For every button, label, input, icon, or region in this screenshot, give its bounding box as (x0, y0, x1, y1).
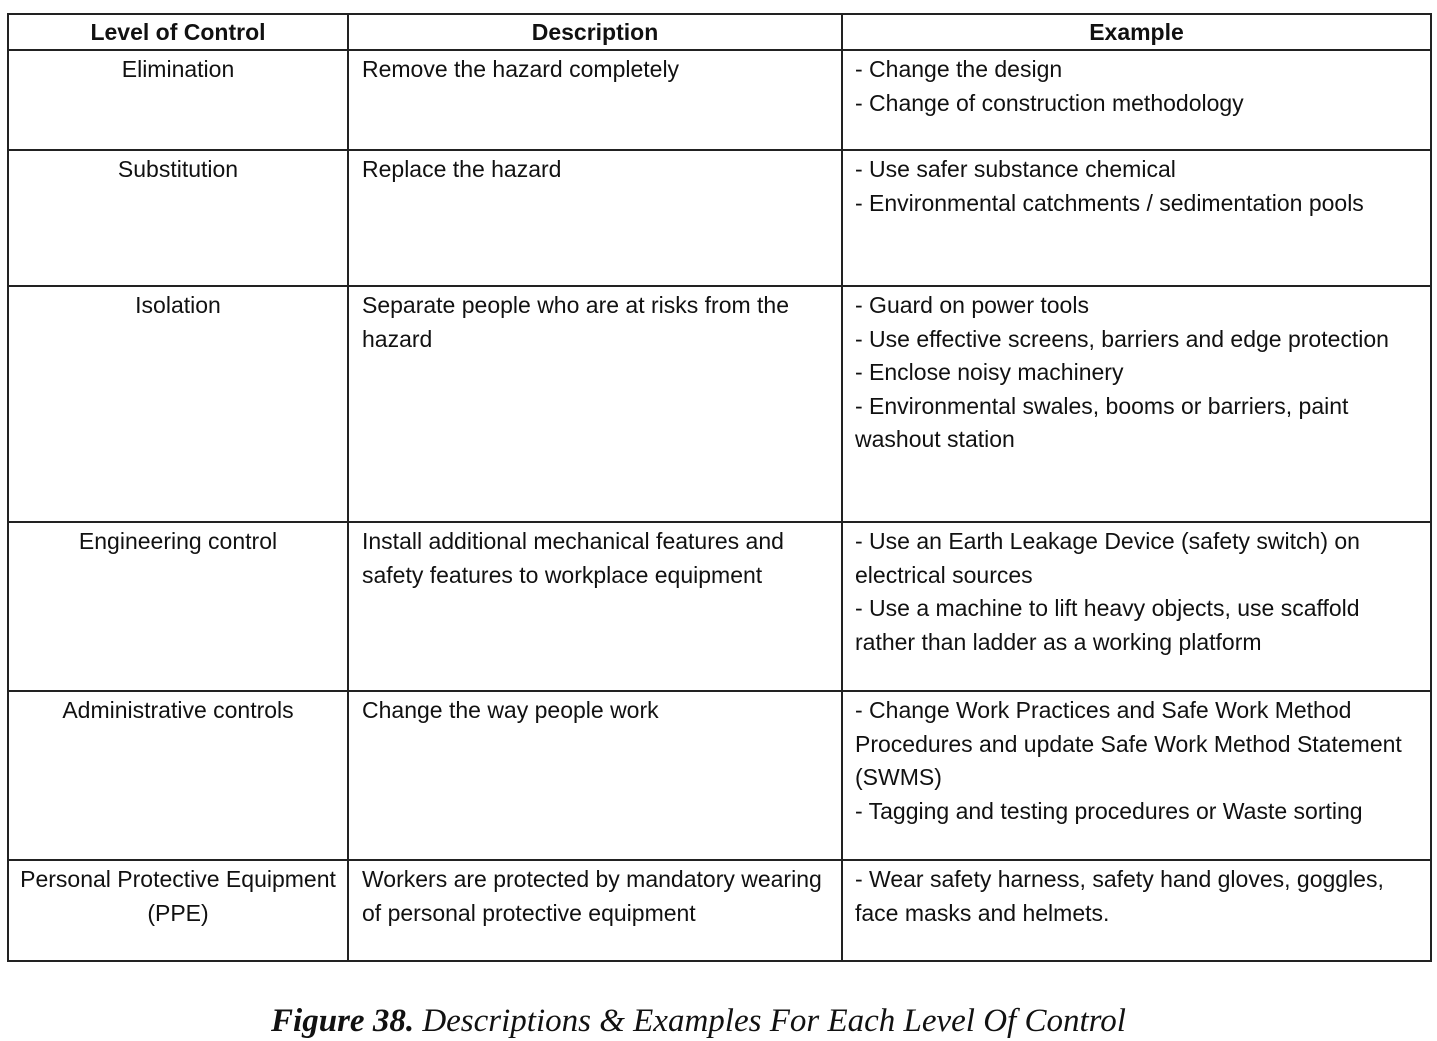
example-item: - Use effective screens, barriers and edge protection (855, 325, 1389, 352)
example-item: - Use an Earth Leakage Device (safety switch) on electrical sources (855, 528, 1360, 588)
header-example: Example (842, 14, 1431, 50)
level-cell: Elimination (8, 50, 348, 150)
figure-label: Figure 38. (271, 1003, 415, 1039)
description-cell: Workers are protected by mandatory wearing of personal protective equipment (348, 860, 842, 961)
example-item: - Tagging and testing procedures or Waste sorting (855, 797, 1363, 824)
example-item: - Use a machine to lift heavy objects, use scaffold rather than ladder as a working platform (855, 595, 1360, 655)
example-item: - Change of construction methodology (855, 89, 1244, 116)
description-cell: Separate people who are at risks from the hazard (348, 286, 842, 522)
example-item: - Enclose noisy machinery (855, 359, 1124, 385)
table-row (8, 286, 1431, 522)
level-of-control-table (7, 13, 1432, 962)
description-cell: Replace the hazard (348, 150, 842, 286)
figure-caption (0, 1001, 1397, 1041)
example-cell (842, 522, 1431, 691)
table-row (8, 50, 1431, 150)
figure-caption-text: Descriptions & Examples For Each Level Of Control (422, 1003, 1126, 1039)
table-row (8, 860, 1431, 961)
table-header (8, 14, 1431, 50)
level-cell: Engineering control (8, 522, 348, 691)
table-header-row (8, 14, 1431, 50)
level-cell: Substitution (8, 150, 348, 286)
example-item: - Wear safety harness, safety hand gloves, goggles, face masks and helmets. (855, 866, 1384, 926)
level-cell: Personal Protective Equipment (PPE) (8, 860, 348, 961)
example-cell (842, 860, 1431, 961)
table-row (8, 522, 1431, 691)
description-cell: Change the way people work (348, 691, 842, 860)
example-item: - Use safer substance chemical (855, 156, 1176, 182)
description-cell: Install additional mechanical features and safety features to workplace equipment (348, 522, 842, 691)
level-cell: Administrative controls (8, 691, 348, 860)
header-description: Description (348, 14, 842, 50)
example-cell (842, 691, 1431, 860)
description-cell: Remove the hazard completely (348, 50, 842, 150)
table-row (8, 150, 1431, 286)
example-item: - Change the design (855, 56, 1063, 82)
table-body (8, 50, 1431, 961)
example-cell (842, 50, 1431, 150)
example-item: - Environmental swales, booms or barriers, paint washout station (855, 392, 1349, 452)
example-cell (842, 286, 1431, 522)
level-cell: Isolation (8, 286, 348, 522)
header-level-of-control: Level of Control (8, 14, 348, 50)
example-item: - Change Work Practices and Safe Work Method Procedures and update Safe Work Method Statement (SWMS) (855, 697, 1402, 790)
example-cell (842, 150, 1431, 286)
table-row (8, 691, 1431, 860)
example-item: - Environmental catchments / sedimentation pools (855, 189, 1364, 216)
example-item: - Guard on power tools (855, 292, 1089, 318)
